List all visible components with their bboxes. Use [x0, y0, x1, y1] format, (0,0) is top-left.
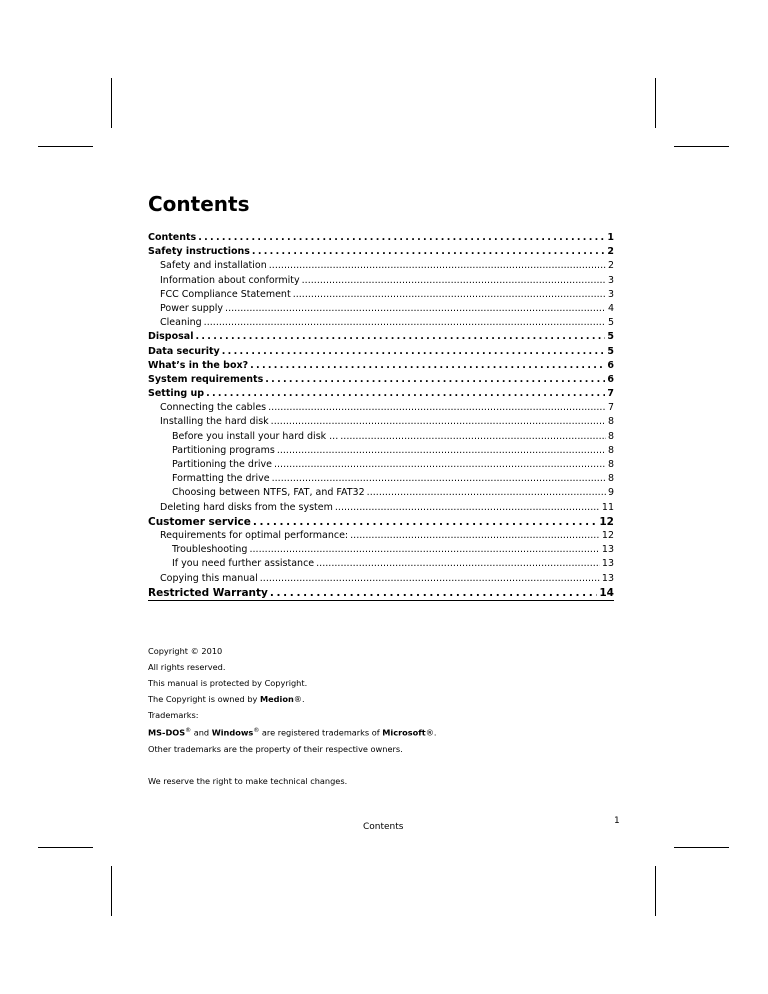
toc-entry[interactable]	[148, 259, 614, 273]
toc-entry[interactable]	[148, 245, 614, 259]
tm-end: ®.	[425, 727, 437, 738]
toc-entry-label: FCC Compliance Statement	[160, 288, 291, 300]
toc-entry-label: Before you install your hard disk ...	[172, 430, 339, 442]
toc-dot-leader	[204, 316, 606, 330]
toc-entry-page: 3	[607, 274, 614, 286]
toc-entry-label: Deleting hard disks from the system	[160, 501, 333, 513]
toc-entry[interactable]	[148, 572, 614, 586]
toc-entry[interactable]	[148, 302, 614, 316]
toc-dot-leader	[271, 415, 606, 429]
toc-entry-page: 8	[607, 473, 614, 485]
toc-dot-leader	[253, 515, 597, 529]
toc-entry-page: 3	[607, 288, 614, 300]
footer-label: Contents	[363, 822, 404, 832]
toc-entry-page: 13	[601, 544, 614, 556]
toc-entry-label: Choosing between NTFS, FAT, and FAT32	[172, 487, 365, 499]
toc-entry-page: 12	[599, 515, 614, 528]
copyright-line: Copyright © 2010	[148, 646, 223, 656]
owner-suffix: ®.	[293, 694, 305, 704]
toc-dot-leader	[249, 543, 599, 557]
toc-entry[interactable]	[148, 501, 614, 515]
toc-entry-label: Safety and installation	[160, 260, 267, 272]
tm-windows: Windows	[211, 727, 254, 738]
toc-entry-page: 4	[607, 302, 614, 314]
toc-dot-leader	[195, 330, 605, 344]
toc-entry[interactable]	[148, 444, 614, 458]
toc-entry-page: 13	[601, 558, 614, 570]
toc-entry[interactable]	[148, 401, 614, 415]
toc-entry-label: If you need further assistance	[172, 558, 315, 570]
toc-entry[interactable]	[148, 345, 614, 359]
tm-reg-2: ®	[253, 727, 260, 734]
page-title: Contents	[148, 192, 250, 216]
toc-entry-label: Cleaning	[160, 317, 202, 329]
toc-dot-leader	[270, 586, 598, 600]
toc-entry-page: 11	[601, 501, 614, 513]
reserve-line: We reserve the right to make technical changes.	[148, 775, 348, 786]
toc-entry-page: 2	[607, 260, 614, 272]
toc-entry[interactable]	[148, 373, 614, 387]
toc-entry-label: Restricted Warranty	[148, 586, 268, 599]
toc-entry-label: Disposal	[148, 331, 194, 343]
toc-entry[interactable]	[148, 430, 614, 444]
crop-mark-top-left-horizontal	[38, 146, 93, 147]
toc-entry-label: Setting up	[148, 388, 205, 400]
toc-entry-page: 8	[607, 459, 614, 470]
table-of-contents	[148, 231, 614, 601]
tm-reg-1: ®	[185, 727, 192, 734]
rights-line: All rights reserved.	[148, 662, 226, 672]
toc-entry-page: 13	[601, 572, 614, 584]
toc-entry-page: 8	[607, 416, 614, 428]
crop-mark-top-left-vertical	[111, 78, 112, 128]
tm-msdos: MS-DOS	[148, 727, 186, 738]
toc-entry-page: 14	[599, 586, 614, 599]
toc-entry-page: 5	[607, 345, 614, 357]
toc-dot-leader	[316, 557, 600, 571]
toc-entry[interactable]	[148, 543, 614, 557]
toc-entry[interactable]	[148, 359, 614, 373]
toc-dot-leader	[260, 572, 600, 586]
toc-entry[interactable]	[148, 415, 614, 429]
toc-entry[interactable]	[148, 458, 614, 472]
toc-bottom-rule	[148, 600, 614, 601]
toc-entry-page: 1	[607, 232, 614, 243]
toc-dot-leader	[274, 458, 606, 472]
toc-entry[interactable]	[148, 330, 614, 344]
toc-dot-leader	[302, 274, 606, 288]
crop-mark-top-right-horizontal	[674, 146, 729, 147]
toc-entry-page: 6	[607, 373, 614, 385]
toc-entry-label: Partitioning programs	[172, 444, 275, 456]
toc-entry[interactable]	[148, 316, 614, 330]
toc-entry[interactable]	[148, 288, 614, 302]
toc-entry-label: Customer service	[148, 515, 251, 528]
crop-mark-bottom-left-vertical	[111, 866, 112, 916]
other-trademarks-line: Other trademarks are the property of their respective owners.	[148, 743, 403, 754]
toc-dot-leader	[225, 302, 606, 316]
toc-entry-label: Formatting the drive	[172, 473, 270, 485]
spacer-line	[148, 757, 437, 773]
trademarks-heading: Trademarks:	[148, 710, 199, 720]
toc-list	[148, 231, 614, 600]
crop-mark-bottom-right-vertical	[655, 866, 656, 916]
crop-mark-top-right-vertical	[655, 78, 656, 128]
toc-dot-leader	[250, 359, 605, 373]
legal-notice	[148, 643, 437, 789]
toc-entry-page: 5	[607, 331, 614, 343]
toc-entry-label: Contents	[148, 232, 197, 243]
toc-entry-page: 5	[607, 317, 614, 329]
crop-mark-bottom-left-horizontal	[38, 847, 93, 848]
tm-microsoft: Microsoft	[382, 727, 426, 738]
toc-dot-leader	[269, 259, 606, 273]
tm-and: and	[191, 727, 212, 738]
toc-entry-page: 8	[607, 430, 614, 442]
toc-entry-page: 2	[607, 246, 614, 258]
toc-entry-page: 7	[607, 402, 614, 414]
toc-dot-leader	[222, 345, 606, 359]
owner-line	[148, 691, 437, 707]
toc-dot-leader	[340, 430, 606, 444]
toc-entry-page: 7	[607, 388, 614, 400]
toc-entry-page: 9	[607, 487, 614, 499]
toc-entry[interactable]	[148, 557, 614, 571]
toc-dot-leader	[350, 529, 600, 543]
crop-mark-bottom-right-horizontal	[674, 847, 729, 848]
owner-prefix: The Copyright is owned by	[148, 694, 260, 704]
toc-entry-page: 6	[607, 359, 614, 371]
toc-dot-leader	[335, 501, 600, 515]
toc-entry-label: Power supply	[160, 302, 224, 314]
toc-entry-label: Information about conformity	[160, 274, 300, 286]
toc-entry[interactable]	[148, 231, 614, 245]
toc-entry-label: Partitioning the drive	[172, 459, 272, 470]
toc-entry-label: Data security	[148, 345, 220, 357]
toc-entry[interactable]	[148, 387, 614, 401]
toc-dot-leader	[252, 245, 605, 259]
toc-entry-label: Requirements for optimal performance:	[160, 529, 349, 541]
toc-entry-page: 12	[601, 529, 614, 541]
toc-entry[interactable]	[148, 586, 614, 600]
page-number: 1	[614, 816, 620, 826]
toc-entry-label: System requirements	[148, 373, 264, 385]
toc-entry-label: What’s in the box?	[148, 359, 249, 371]
toc-entry-label: Installing the hard disk	[160, 416, 269, 428]
toc-dot-leader	[293, 288, 606, 302]
toc-dot-leader	[367, 486, 606, 500]
toc-entry[interactable]	[148, 472, 614, 486]
toc-dot-leader	[198, 231, 605, 245]
toc-entry[interactable]	[148, 486, 614, 500]
toc-entry[interactable]	[148, 529, 614, 543]
toc-entry-label: Troubleshooting	[172, 544, 248, 556]
toc-dot-leader	[272, 472, 606, 486]
toc-entry[interactable]	[148, 274, 614, 288]
trademark-line	[148, 723, 437, 741]
toc-dot-leader	[206, 387, 605, 401]
toc-dot-leader	[265, 373, 605, 387]
toc-entry-page: 8	[607, 444, 614, 456]
toc-entry[interactable]	[148, 515, 614, 529]
protected-line: This manual is protected by Copyright.	[148, 678, 308, 688]
toc-dot-leader	[277, 444, 606, 458]
toc-entry-label: Safety instructions	[148, 246, 250, 258]
toc-entry-label: Copying this manual	[160, 572, 258, 584]
tm-middle: are registered trademarks of	[259, 727, 383, 738]
toc-entry-label: Connecting the cables	[160, 402, 267, 414]
toc-dot-leader	[268, 401, 606, 415]
owner-name: Medion	[259, 694, 294, 704]
